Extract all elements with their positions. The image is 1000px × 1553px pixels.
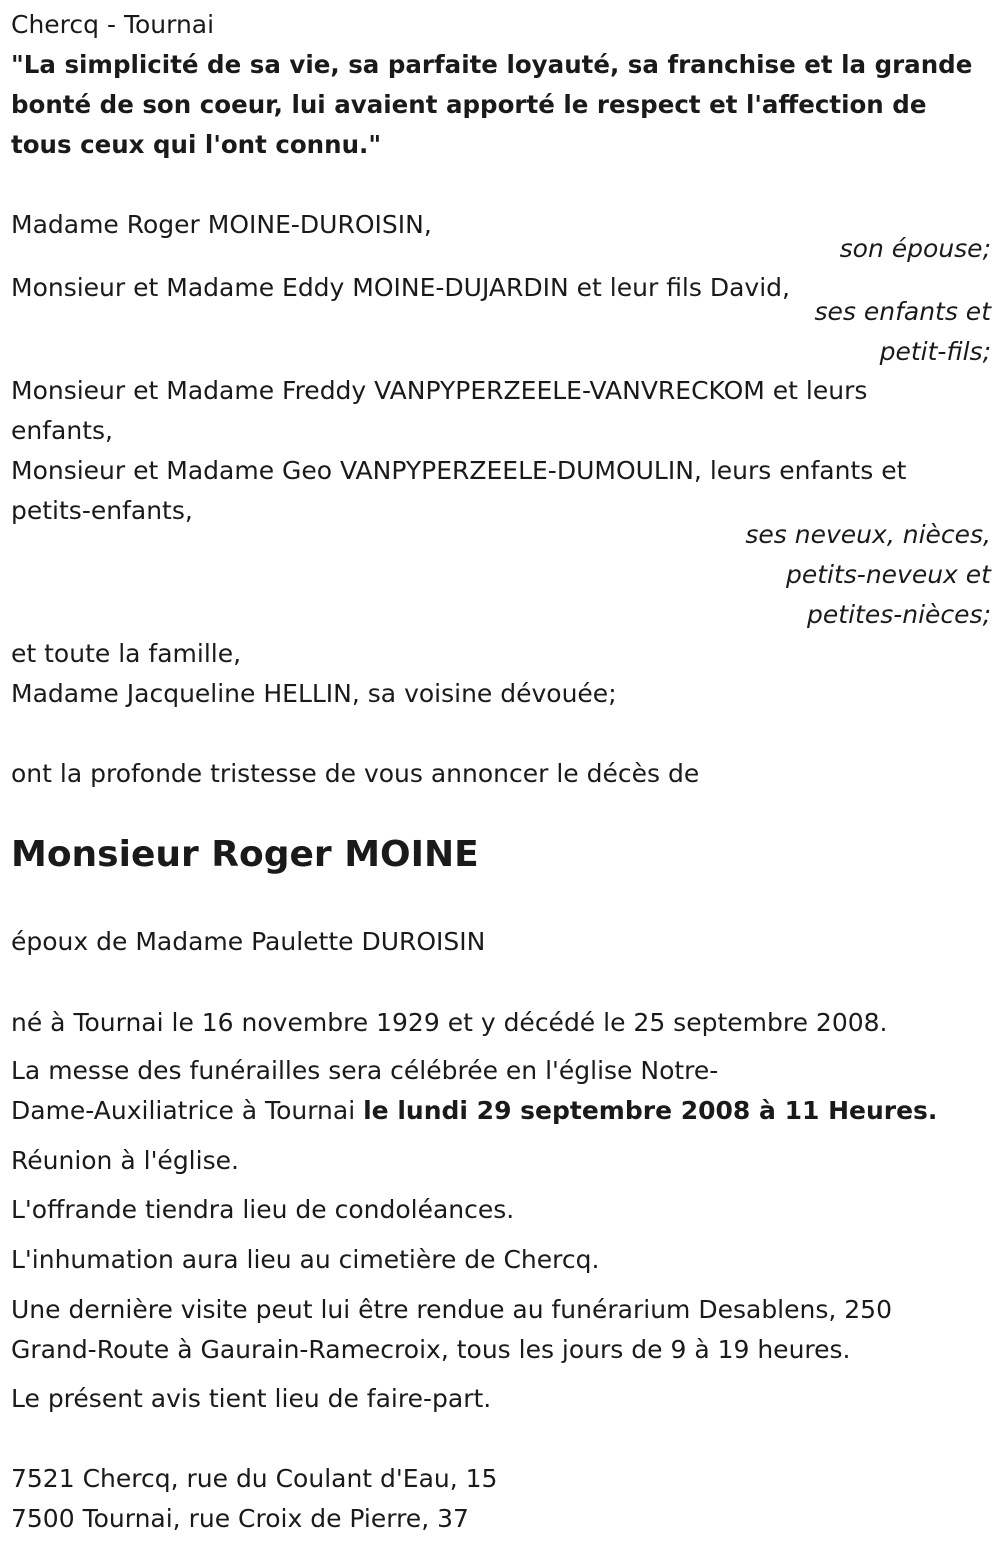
deceased-spouse-of: époux de Madame Paulette DUROISIN [11,927,486,956]
children-role-2: petit-fils; [879,337,991,366]
family-nephew-2-line-1: Monsieur et Madame Geo VANPYPERZEELE-DUMOULIN, leurs enfants et [11,456,907,485]
quote-line-1: "La simplicité de sa vie, sa parfaite loyauté, sa franchise et la grande [11,50,973,79]
mass-line-2 [11,1091,937,1131]
mass-line-1: La messe des funérailles sera célébrée en l'église Notre- [11,1056,719,1085]
address-2: 7500 Tournai, rue Croix de Pierre, 37 [11,1504,469,1533]
announcement: ont la profonde tristesse de vous annoncer le décès de [11,759,700,788]
children-role-1: ses enfants et [814,297,991,326]
offering: L'offrande tiendra lieu de condoléances. [11,1195,515,1224]
nephews-role-3: petites-nièces; [807,600,991,629]
notice: Le présent avis tient lieu de faire-part. [11,1384,492,1413]
gathering: Réunion à l'église. [11,1146,239,1175]
family-whole: et toute la famille, [11,639,242,668]
visit-line-1: Une dernière visite peut lui être rendue au funérarium Desablens, 250 [11,1295,892,1324]
birth-death: né à Tournai le 16 novembre 1929 et y décédé le 25 septembre 2008. [11,1008,888,1037]
quote-line-3: tous ceux qui l'ont connu." [11,130,382,159]
family-nephew-1-line-1: Monsieur et Madame Freddy VANPYPERZEELE-VANVRECKOM et leurs [11,376,868,405]
mass-datetime: le lundi 29 septembre 2008 à 11 Heures. [363,1096,938,1125]
family-nephew-1-line-2: enfants, [11,416,113,445]
spouse-role: son épouse; [839,234,991,263]
quote-line-2: bonté de son coeur, lui avaient apporté le respect et l'affection de [11,90,927,119]
family-nephew-2-line-2: petits-enfants, [11,496,193,525]
visit-line-2: Grand-Route à Gaurain-Ramecroix, tous les jours de 9 à 19 heures. [11,1335,851,1364]
nephews-role-1: ses neveux, nièces, [745,520,991,549]
family-children: Monsieur et Madame Eddy MOINE-DUJARDIN et leur fils David, [11,273,790,302]
address-1: 7521 Chercq, rue du Coulant d'Eau, 15 [11,1464,498,1493]
deceased-name: Monsieur Roger MOINE [11,834,479,875]
location-header: Chercq - Tournai [11,10,215,39]
family-neighbor: Madame Jacqueline HELLIN, sa voisine dévouée; [11,679,617,708]
family-spouse: Madame Roger MOINE-DUROISIN, [11,210,432,239]
nephews-role-2: petits-neveux et [785,560,991,589]
mass-location: Dame-Auxiliatrice à Tournai [11,1096,364,1125]
burial: L'inhumation aura lieu au cimetière de Chercq. [11,1245,600,1274]
